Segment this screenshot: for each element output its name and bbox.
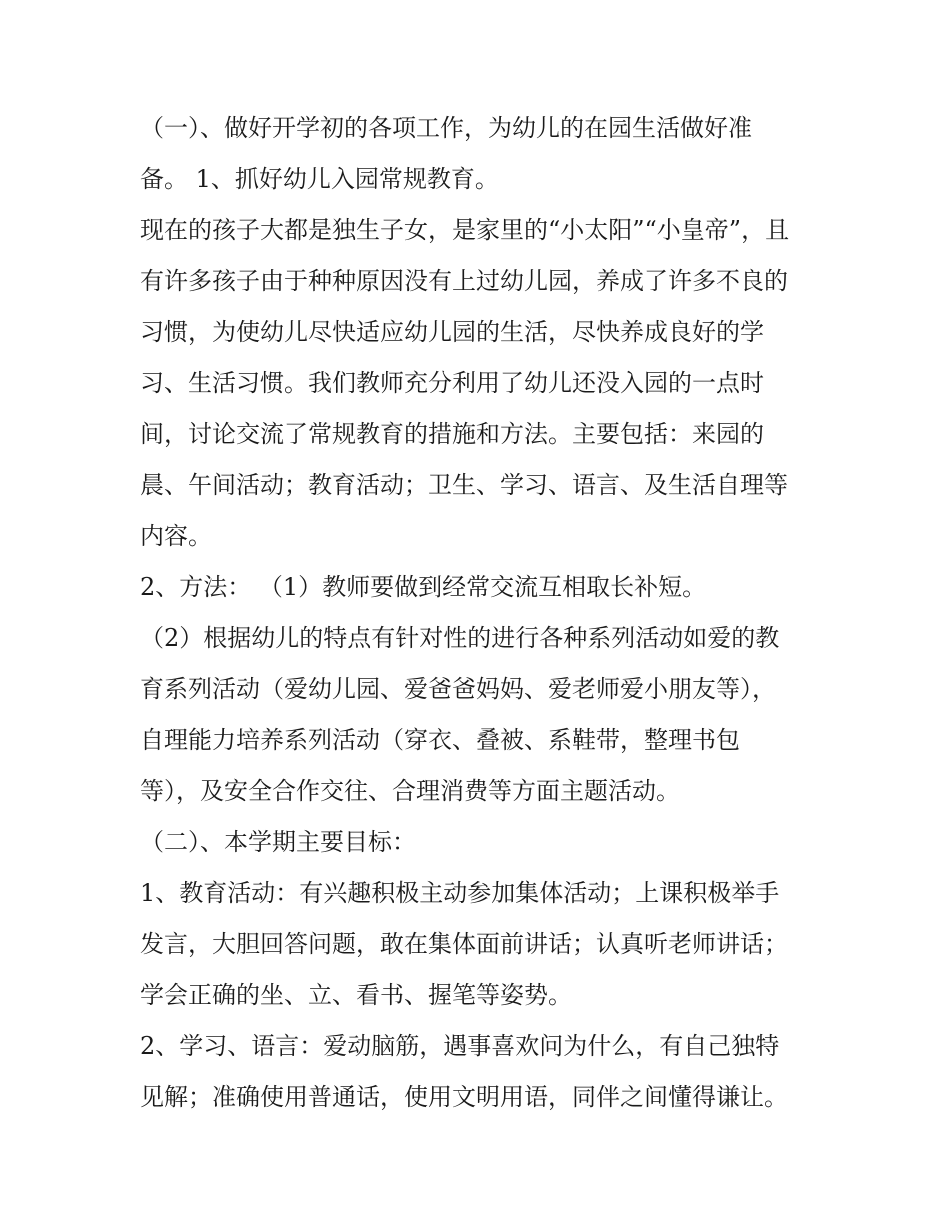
paragraph-line: 间，讨论交流了常规教育的措施和方法。主要包括：来园的 — [140, 420, 764, 448]
method-line: 2、方法： （1）教师要做到经常交流互相取长补短。 — [140, 573, 707, 601]
subheading-line: 备。 1、抓好幼儿入园常规教育。 — [140, 165, 499, 193]
goal-line: 2、学习、语言：爱动脑筋，遇事喜欢问为什么，有自己独特 — [140, 1032, 780, 1060]
paragraph-line: 育系列活动（爱幼儿园、爱爸爸妈妈、爱老师爱小朋友等）， — [140, 675, 776, 703]
paragraph-line: （2）根据幼儿的特点有针对性的进行各种系列活动如爱的教 — [140, 624, 780, 652]
paragraph-line: 内容。 — [140, 522, 212, 550]
document-body — [140, 103, 830, 1123]
paragraph-line: 自理能力培养系列活动（穿衣、叠被、系鞋带，整理书包 — [140, 726, 740, 754]
section-heading-2-line: （二）、本学期主要目标： — [140, 828, 416, 856]
paragraph-line: 发言，大胆回答问题，敢在集体面前讲话；认真听老师讲话； — [140, 930, 788, 958]
paragraph-line: 等），及安全合作交往、合理消费等方面主题活动。 — [140, 777, 680, 805]
paragraph-line: 学会正确的坐、立、看书、握笔等姿势。 — [140, 981, 572, 1009]
paragraph-line: 习、生活习惯。我们教师充分利用了幼儿还没入园的一点时 — [140, 369, 764, 397]
paragraph-line: 见解；准确使用普通话，使用文明用语，同伴之间懂得谦让。 — [140, 1083, 788, 1111]
section-heading-1-line: （一）、做好开学初的各项工作，为幼儿的在园生活做好准 — [140, 114, 752, 142]
paragraph-line: 晨、午间活动；教育活动；卫生、学习、语言、及生活自理等 — [140, 471, 788, 499]
paragraph-line: 有许多孩子由于种种原因没有上过幼儿园，养成了许多不良的 — [140, 267, 788, 295]
paragraph-line: 习惯，为使幼儿尽快适应幼儿园的生活，尽快养成良好的学 — [140, 318, 764, 346]
paragraph-line: 现在的孩子大都是独生子女，是家里的“小太阳”“小皇帝”，且 — [140, 216, 790, 244]
goal-line: 1、教育活动：有兴趣积极主动参加集体活动；上课积极举手 — [140, 879, 780, 907]
